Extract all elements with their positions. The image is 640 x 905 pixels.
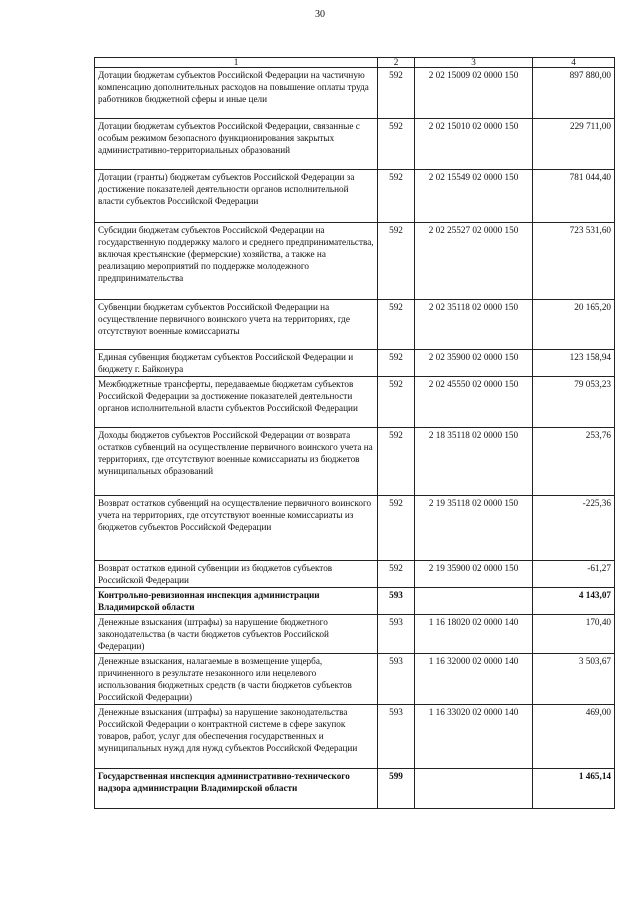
table-header-row xyxy=(95,58,615,68)
amount-cell: 897 880,00 xyxy=(533,68,615,119)
admin-code-cell: 592 xyxy=(378,68,415,119)
budget-classification-code-cell: 2 19 35118 02 0000 150 xyxy=(415,496,533,561)
admin-code-cell: 593 xyxy=(378,588,415,615)
budget-classification-code-cell: 1 16 33020 02 0000 140 xyxy=(415,705,533,769)
admin-code-cell: 592 xyxy=(378,119,415,170)
admin-code-cell: 592 xyxy=(378,377,415,428)
amount-cell: 229 711,00 xyxy=(533,119,615,170)
revenue-name-cell: Денежные взыскания (штрафы) за нарушение бюджетного законодательства (в части бюджетов субъектов Российской Федерации) xyxy=(95,615,378,654)
revenue-name-cell: Межбюджетные трансферты, передаваемые бюджетам субъектов Российской Федерации за достижение показателей деятельности органов исполнительной власти субъектов Российской Федерации xyxy=(95,377,378,428)
budget-classification-code-cell: 2 02 35900 02 0000 150 xyxy=(415,350,533,377)
table-row xyxy=(95,705,615,769)
admin-code-cell: 599 xyxy=(378,769,415,809)
revenue-name-cell: Возврат остатков единой субвенции из бюджетов субъектов Российской Федерации xyxy=(95,561,378,588)
amount-cell: -225,36 xyxy=(533,496,615,561)
amount-cell: 1 465,14 xyxy=(533,769,615,809)
budget-revenue-table xyxy=(94,57,615,809)
admin-code-cell: 593 xyxy=(378,705,415,769)
table-row xyxy=(95,170,615,223)
amount-cell: 4 143,07 xyxy=(533,588,615,615)
amount-cell: 3 503,67 xyxy=(533,654,615,705)
budget-classification-code-cell: 2 18 35118 02 0000 150 xyxy=(415,428,533,496)
amount-cell: 20 165,20 xyxy=(533,300,615,350)
revenue-name-cell: Субвенции бюджетам субъектов Российской Федерации на осуществление первичного воинского учета на территориях, где отсутствуют военные комиссариаты xyxy=(95,300,378,350)
revenue-name-cell: Субсидии бюджетам субъектов Российской Федерации на государственную поддержку малого и среднего предпринимательства, включая крестьянские (фермерские) хозяйства, а также на реализацию мероприятий по поддержке молодежного предпринимательства xyxy=(95,223,378,300)
budget-classification-code-cell: 2 02 45550 02 0000 150 xyxy=(415,377,533,428)
revenue-name-cell: Контрольно-ревизионная инспекция администрации Владимирской области xyxy=(95,588,378,615)
table-row xyxy=(95,119,615,170)
admin-code-cell: 593 xyxy=(378,615,415,654)
revenue-name-cell: Денежные взыскания, налагаемые в возмещение ущерба, причиненного в результате незаконного или нецелевого использования бюджетных средств (в части бюджетов субъектов Российской Федерации) xyxy=(95,654,378,705)
table-row-section xyxy=(95,588,615,615)
amount-cell: 253,76 xyxy=(533,428,615,496)
admin-code-cell: 592 xyxy=(378,223,415,300)
table-row xyxy=(95,654,615,705)
table-row xyxy=(95,300,615,350)
page-number: 30 xyxy=(315,9,325,20)
amount-cell: 723 531,60 xyxy=(533,223,615,300)
amount-cell: -61,27 xyxy=(533,561,615,588)
table-row xyxy=(95,615,615,654)
revenue-name-cell: Возврат остатков субвенций на осуществление первичного воинского учета на территориях, где отсутствуют военные комиссариаты из бюджетов субъектов Российской Федерации xyxy=(95,496,378,561)
column-header-2: 2 xyxy=(378,58,415,68)
budget-classification-code-cell: 2 02 15010 02 0000 150 xyxy=(415,119,533,170)
revenue-name-cell: Государственная инспекция административно-технического надзора администрации Владимирской области xyxy=(95,769,378,809)
table-row xyxy=(95,377,615,428)
table-row xyxy=(95,561,615,588)
revenue-name-cell: Доходы бюджетов субъектов Российской Федерации от возврата остатков субвенций на осуществление первичного воинского учета на территориях, где отсутствуют военные комиссариаты из бюджетов муниципальных образований xyxy=(95,428,378,496)
revenue-name-cell: Единая субвенция бюджетам субъектов Российской Федерации и бюджету г. Байконура xyxy=(95,350,378,377)
revenue-name-cell: Дотации бюджетам субъектов Российской Федерации на частичную компенсацию дополнительных расходов на повышение оплаты труда работников бюджетной сферы и иные цели xyxy=(95,68,378,119)
amount-cell: 781 044,40 xyxy=(533,170,615,223)
admin-code-cell: 592 xyxy=(378,496,415,561)
table-row xyxy=(95,68,615,119)
amount-cell: 79 053,23 xyxy=(533,377,615,428)
admin-code-cell: 592 xyxy=(378,170,415,223)
budget-classification-code-cell: 1 16 32000 02 0000 140 xyxy=(415,654,533,705)
budget-classification-code-cell: 2 02 25527 02 0000 150 xyxy=(415,223,533,300)
budget-classification-code-cell: 2 19 35900 02 0000 150 xyxy=(415,561,533,588)
budget-classification-code-cell: 1 16 18020 02 0000 140 xyxy=(415,615,533,654)
column-header-3: 3 xyxy=(415,58,533,68)
amount-cell: 123 158,94 xyxy=(533,350,615,377)
admin-code-cell: 592 xyxy=(378,300,415,350)
budget-classification-code-cell: 2 02 15549 02 0000 150 xyxy=(415,170,533,223)
revenue-name-cell: Дотации бюджетам субъектов Российской Федерации, связанные с особым режимом безопасного функционирования закрытых административно-территориальных образований xyxy=(95,119,378,170)
amount-cell: 170,40 xyxy=(533,615,615,654)
table-row-section xyxy=(95,769,615,809)
amount-cell: 469,00 xyxy=(533,705,615,769)
table-row xyxy=(95,428,615,496)
table-row xyxy=(95,350,615,377)
revenue-name-cell: Дотации (гранты) бюджетам субъектов Российской Федерации за достижение показателей деятельности органов исполнительной власти субъектов Российской Федерации xyxy=(95,170,378,223)
admin-code-cell: 592 xyxy=(378,428,415,496)
table-body xyxy=(95,68,615,809)
column-header-4: 4 xyxy=(533,58,615,68)
budget-classification-code-cell xyxy=(415,769,533,809)
budget-classification-code-cell: 2 02 35118 02 0000 150 xyxy=(415,300,533,350)
admin-code-cell: 593 xyxy=(378,654,415,705)
table-row xyxy=(95,496,615,561)
table-row xyxy=(95,223,615,300)
admin-code-cell: 592 xyxy=(378,350,415,377)
budget-classification-code-cell: 2 02 15009 02 0000 150 xyxy=(415,68,533,119)
revenue-name-cell: Денежные взыскания (штрафы) за нарушение законодательства Российской Федерации о контрактной системе в сфере закупок товаров, работ, услуг для обеспечения государственных и муниципальных нужд для нужд субъектов Российской Федерации xyxy=(95,705,378,769)
column-header-1: 1 xyxy=(95,58,378,68)
budget-classification-code-cell xyxy=(415,588,533,615)
admin-code-cell: 592 xyxy=(378,561,415,588)
